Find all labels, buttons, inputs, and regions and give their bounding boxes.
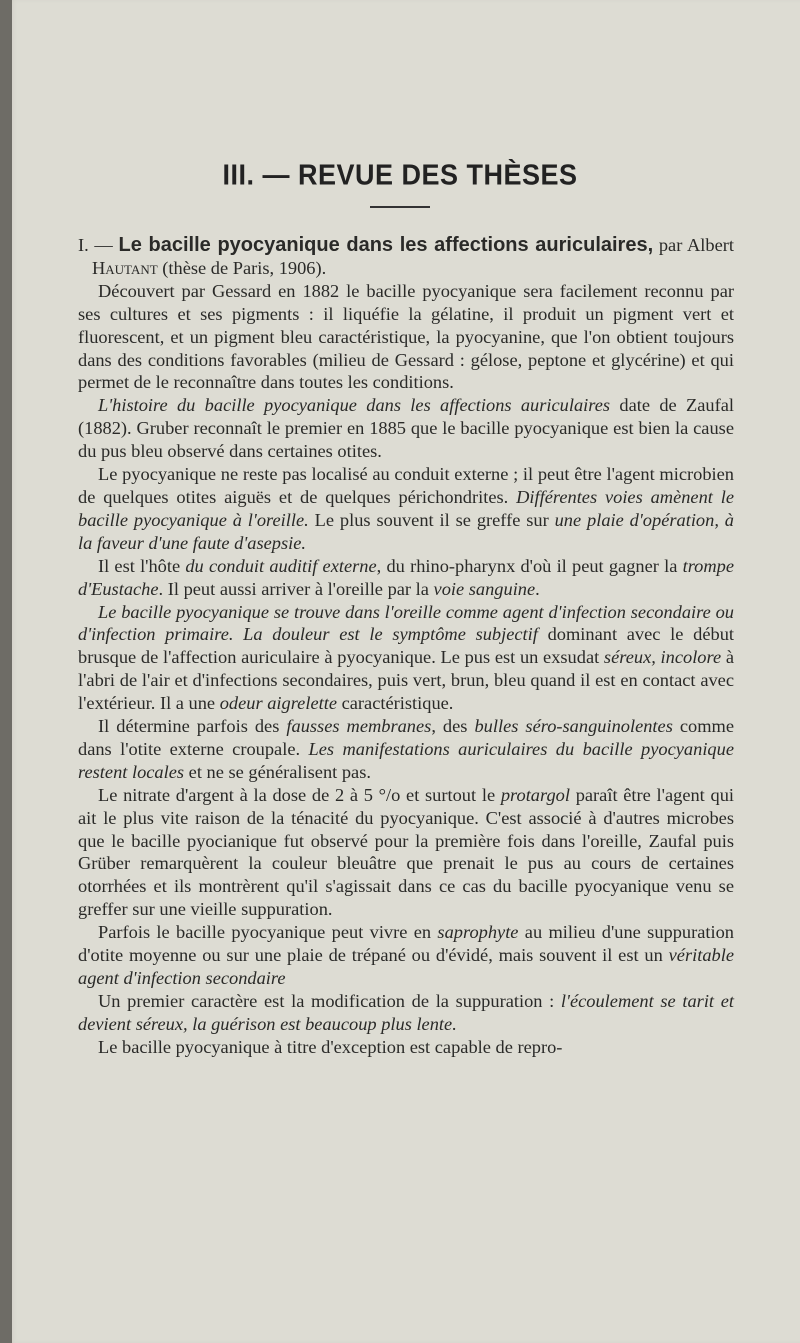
emphasis: protargol xyxy=(500,784,570,805)
emphasis: une plaie d'opération, à la faveur d'une faute d'asepsie. xyxy=(78,509,734,553)
paragraph-9 xyxy=(78,990,734,1036)
text-run: , du rhino-pharynx d'où il peut gagner la xyxy=(376,555,683,576)
text-run: Il détermine parfois des xyxy=(98,716,287,737)
article-body xyxy=(78,234,734,1059)
paragraph-8 xyxy=(78,921,734,990)
heading-rule xyxy=(370,206,430,208)
section-heading: III. — REVUE DES THÈSES xyxy=(222,159,578,191)
text-run: et ne se généralisent pas. xyxy=(184,761,371,782)
entry-by: par Albert xyxy=(653,235,734,255)
text-run: dominant avec le début brusque de l'affection auriculaire à pyocyanique. Le pus est un exsudat xyxy=(78,624,734,668)
emphasis: trompe d'Eustache xyxy=(78,555,734,599)
text-run: au milieu d'une suppuration d'otite moyenne ou sur une plaie de trépané ou d'évidé, mais souvent il est un xyxy=(78,922,735,966)
text-run: Le plus souvent il se greffe sur xyxy=(308,509,555,530)
text-run: . xyxy=(535,578,540,599)
entry-header xyxy=(78,234,734,280)
entry-author: Hautant xyxy=(92,257,158,278)
text-run: Il est l'hôte xyxy=(98,555,186,576)
paragraph-2 xyxy=(78,394,734,463)
emphasis: Le bacille pyocyanique se trouve dans l'oreille comme agent d'infection secondaire ou d'infection primaire. La douleur est le symptôme subjectif xyxy=(78,601,734,645)
emphasis: véritable agent d'infection secondaire xyxy=(78,945,734,988)
text-run: Le nitrate d'argent à la dose de 2 à 5 °/o et surtout le xyxy=(98,784,501,805)
emphasis: séreux, incolore xyxy=(603,647,722,668)
paragraph-4 xyxy=(78,555,734,601)
emphasis: l'écoulement se tarit et devient séreux, la guérison est beaucoup plus lente. xyxy=(78,990,734,1034)
text-run: . Il peut aussi arriver à l'oreille par la xyxy=(158,578,434,599)
entry-title: Le bacille pyocyanique dans les affections auriculaires, xyxy=(118,234,654,256)
emphasis: bulles séro-sanguinolentes xyxy=(474,716,673,737)
paragraph-7 xyxy=(78,784,734,921)
text-run: Un premier caractère est la modification de la suppuration : xyxy=(98,990,561,1011)
text-run: paraît être l'agent qui ait le plus vite raison de la ténacité du pyocyanique. C'est associé à d'autres microbes que le bacille pyocianique fut observé pour la première fois dans l'oreille, Zaufal puis Grüber remarquèrent la couleur bleuâtre que prenait le pus au cours de certaines otorrhées et ils montrèrent qu'il s'agissait dans ce cas du bacille pyocyanique venu se greffer sur une vieille suppuration. xyxy=(78,784,735,920)
emphasis: L'histoire du bacille pyocyanique dans les affections auriculaires xyxy=(98,395,611,416)
text-run: comme dans l'otite externe croupale. xyxy=(78,716,734,759)
emphasis: Différentes voies amènent le bacille pyocyanique à l'oreille. xyxy=(78,486,735,530)
paragraph-10: Le bacille pyocyanique à titre d'exception est capable de repro- xyxy=(98,1036,563,1057)
paragraph-1: Découvert par Gessard en 1882 le bacille pyocyanique sera facilement reconnu par ses cultures et ses pigments : il liquéfie la gélatine, il produit un pigment vert et fluorescent, et un pigment bleu caractéristique, la pyocyanine, que l'on obtient toujours dans des conditions favorables (milieu de Gessard : gélose, peptone et glycérine) et qui permet de le reconnaître dans toutes les conditions. xyxy=(78,280,734,393)
paragraph-5 xyxy=(78,601,734,716)
text-run: Parfois le bacille pyocyanique peut vivre en xyxy=(98,922,438,943)
emphasis: saprophyte xyxy=(437,922,519,943)
text-run: , des xyxy=(431,716,475,737)
paragraph-3 xyxy=(78,463,734,555)
book-spine-shadow xyxy=(0,0,12,1343)
emphasis: Les manifestations auriculaires du bacille pyocyanique restent locales xyxy=(78,738,734,782)
paragraph-6 xyxy=(78,715,734,784)
entry-source: (thèse de Paris, 1906). xyxy=(157,257,327,278)
emphasis: odeur aigrelette xyxy=(219,693,337,714)
text-run: à l'abri de l'air et d'infections secondaires, puis vert, brun, bleu quand il est en contact avec l'extérieur. Il a une xyxy=(78,647,734,714)
entry-number: I. — xyxy=(78,235,119,255)
text-run: Le pyocyanique ne reste pas localisé au conduit externe ; il peut être l'agent microbien de quelques otites aiguës et de quelques périchondrites. xyxy=(78,464,734,507)
emphasis: fausses membranes xyxy=(286,716,432,737)
text-run: date de Zaufal (1882). Gruber reconnaît le premier en 1885 que le bacille pyocyanique est bien la cause du pus bleu observé dans certaines otites. xyxy=(78,395,734,462)
text-run: caractéristique. xyxy=(337,693,454,714)
emphasis: du conduit auditif externe xyxy=(185,555,377,576)
emphasis: voie sanguine xyxy=(433,578,536,599)
